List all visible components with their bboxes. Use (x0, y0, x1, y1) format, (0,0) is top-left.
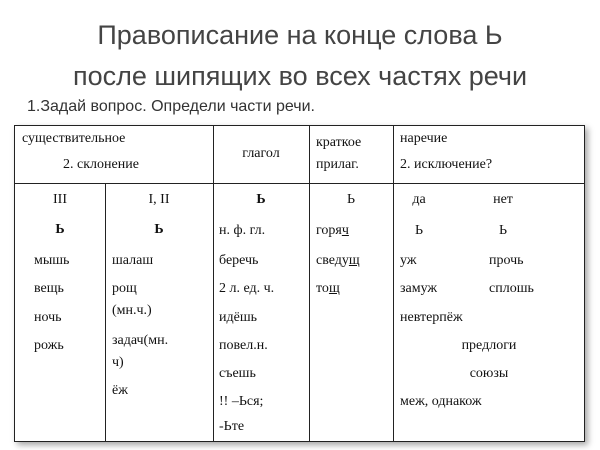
col2-word: ч) (112, 355, 124, 370)
col3-line: 2 л. ед. ч. (219, 281, 275, 296)
header-noun: существительное (22, 131, 126, 146)
col5-conjunctions: союзы (469, 366, 509, 381)
header-adverb-exception: 2. исключение? (400, 157, 493, 172)
col4-word: сведущ (316, 253, 360, 268)
col5-word: невтерпёж (400, 310, 463, 325)
col4-sign: Ь (346, 192, 356, 207)
col3-line: повел.н. (219, 338, 268, 353)
col3-line: съешь (219, 366, 256, 381)
col1-word: мышь (34, 253, 70, 268)
col1-word: рожь (34, 338, 64, 353)
col5-word: меж, однакож (400, 394, 482, 409)
col2-head: I, II (148, 192, 170, 207)
table-divider (393, 126, 394, 441)
page-subtitle: после шипящих во всех частях речи (72, 61, 528, 91)
col3-line: -Ьте (219, 419, 245, 434)
col1-word: ночь (34, 310, 62, 325)
col5-no: нет (493, 192, 513, 207)
col2-word: шалаш (112, 253, 154, 268)
col5-word: замуж (400, 281, 438, 296)
col4-word: тощ (316, 281, 340, 296)
col5-sign-no: Ь (498, 223, 508, 238)
col4-word: горяч (316, 223, 349, 238)
col5-prepositions: предлоги (461, 338, 517, 353)
header-noun-declension: 2. склонение (63, 157, 139, 172)
table-header-divider (15, 183, 584, 184)
col3-line: н. ф. гл. (219, 223, 266, 238)
header-verb: глагол (242, 146, 280, 161)
col3-line: идёшь (219, 310, 257, 325)
col2-sign: Ь (154, 222, 164, 237)
header-adverb: наречие (400, 131, 448, 146)
col2-word: рощ (112, 281, 137, 296)
col2-word: задач(мн. (112, 333, 169, 348)
col1-head: III (53, 192, 67, 207)
table-divider (309, 126, 310, 441)
col2-word: ёж (112, 383, 128, 398)
col5-yes: да (412, 192, 426, 207)
spelling-table (14, 125, 585, 442)
col1-sign: Ь (55, 222, 65, 237)
col3-sign: Ь (256, 192, 266, 207)
col1-word: вещь (34, 281, 64, 296)
table-divider (105, 183, 106, 441)
header-short-adjective: краткое (316, 135, 362, 150)
header-short-adjective-abbr: прилаг. (316, 157, 359, 172)
col5-word: сплошь (489, 281, 534, 296)
task-instruction: 1.Задай вопрос. Определи части речи. (27, 98, 315, 115)
col2-word: (мн.ч.) (112, 303, 152, 318)
page-title: Правописание на конце слова Ь (97, 20, 503, 50)
col5-word: прочь (489, 253, 524, 268)
table-divider (213, 126, 214, 441)
col3-line: беречь (219, 253, 259, 268)
col3-line: !! –Ься; (219, 394, 264, 409)
col5-word: уж (400, 253, 417, 268)
col5-sign-yes: Ь (414, 223, 424, 238)
